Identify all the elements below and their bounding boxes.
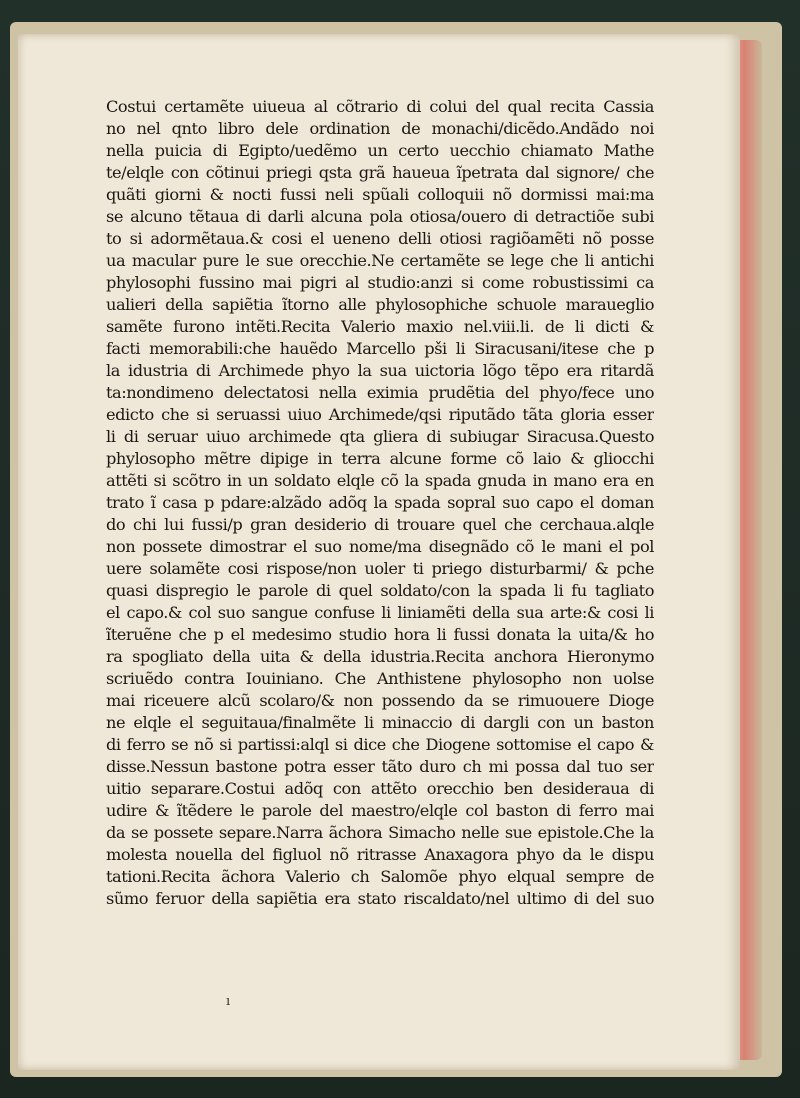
text-line: no nel qnto libro dele ordination de monachi/dicẽdo.Andãdo noi xyxy=(106,119,654,138)
text-line: uere solamẽte cosi rispose/non uoler ti priego disturbarmi/ & pche xyxy=(106,559,654,578)
text-line: ra spogliato della uita & della idustria.Recita anchora Hieronymo xyxy=(106,647,654,666)
text-line: non possete dimostrar el suo nome/ma disegnãdo cõ le mani el pol xyxy=(106,537,654,556)
text-line: da se possete separe.Narra ãchora Simacho nelle sue epistole.Che la xyxy=(106,823,654,842)
text-line: ualieri della sapiẽtia ĩtorno alle phylosophiche schuole maraueglio xyxy=(106,295,654,314)
text-line: sũmo feruor della sapiẽtia era stato riscaldato/nel ultimo di del suo xyxy=(106,889,654,908)
text-line: to si adormẽtaua.& cosi el ueneno delli otiosi ragiõamẽti nõ posse xyxy=(106,229,654,248)
text-block xyxy=(106,96,654,910)
text-line: di ferro se nõ si partissi:alql si dice che Diogene sottomise el capo & xyxy=(106,735,654,754)
text-line: li di seruar uiuo archimede qta gliera di subiugar Siracusa.Questo xyxy=(106,427,654,446)
text-line: samẽte furono intẽti.Recita Valerio maxio nel.viii.li. de li dicti & xyxy=(106,317,654,336)
text-line: phylosophi fussino mai pigri al studio:anzi si come robustissimi ca xyxy=(106,273,654,292)
text-line: attẽti si scõtro in un soldato elqle cõ la spada gnuda in mano era en xyxy=(106,471,654,490)
text-line: do chi lui fussi/p gran desiderio di trouare quel che cerchaua.alqle xyxy=(106,515,654,534)
text-line: se alcuno tẽtaua di darli alcuna pola otiosa/ouero di detractiõe subi xyxy=(106,207,654,226)
text-line: uitio separare.Costui adõq con attẽto orecchio ben desideraua di xyxy=(106,779,654,798)
text-line: nella puicia di Egipto/uedẽmo un certo uecchio chiamato Mathe xyxy=(106,141,654,160)
text-line: quasi dispregio le parole di quel soldato/con la spada li fu tagliato xyxy=(106,581,654,600)
text-line: te/elqle con cõtinui priegi qsta grã haueua ĩpetrata dal signore/ che xyxy=(106,163,654,182)
text-line: udire & ĩtẽdere le parole del maestro/elqle col baston di ferro mai xyxy=(106,801,654,820)
text-line: ua macular pure le sue orecchie.Ne certamẽte se lege che li antichi xyxy=(106,251,654,270)
text-line: ta:nondimeno delectatosi nella eximia prudẽtia del phyo/fece uno xyxy=(106,383,654,402)
text-line: facti memorabili:che hauẽdo Marcello pši li Siracusani/itese che p xyxy=(106,339,654,358)
text-line: scriuẽdo contra Iouiniano. Che Anthistene phylosopho non uolse xyxy=(106,669,654,688)
text-line: trato ĩ casa p pdare:alzãdo adõq la spada sopral suo capo el doman xyxy=(106,493,654,512)
text-line: ĩteruẽne che p el medesimo studio hora li fussi donata la uita/& ho xyxy=(106,625,654,644)
text-line: disse.Nessun bastone potra esser tãto duro ch mi possa dal tuo ser xyxy=(106,757,654,776)
text-line: la idustria di Archimede phyo la sua uictoria lõgo tẽpo era ritardã xyxy=(106,361,654,380)
text-line: molesta nouella del figluol nõ ritrasse Anaxagora phyo da le dispu xyxy=(106,845,654,864)
text-line: mai riceuere alcũ scolaro/& non possendo da se rimuouere Dioge xyxy=(106,691,654,710)
text-line: el capo.& col suo sangue confuse li liniamẽti della sua arte:& cosi li xyxy=(106,603,654,622)
text-line: tationi.Recita ãchora Valerio ch Salomõe phyo elqual sempre de xyxy=(106,867,654,886)
page-mark: ı xyxy=(226,994,231,1009)
text-line: phylosopho mẽtre dipige in terra alcune forme cõ laio & gliocchi xyxy=(106,449,654,468)
text-line: edicto che si seruassi uiuo Archimede/qsi riputãdo tãta gloria esser xyxy=(106,405,654,424)
text-line: Costui certamẽte uiueua al cõtrario di colui del qual recita Cassia xyxy=(106,97,654,116)
text-line: quãti giorni & nocti fussi neli spũali colloquii nõ dormissi mai:ma xyxy=(106,185,654,204)
text-line: ne elqle el seguitaua/finalmẽte li minaccio di dargli con un baston xyxy=(106,713,654,732)
